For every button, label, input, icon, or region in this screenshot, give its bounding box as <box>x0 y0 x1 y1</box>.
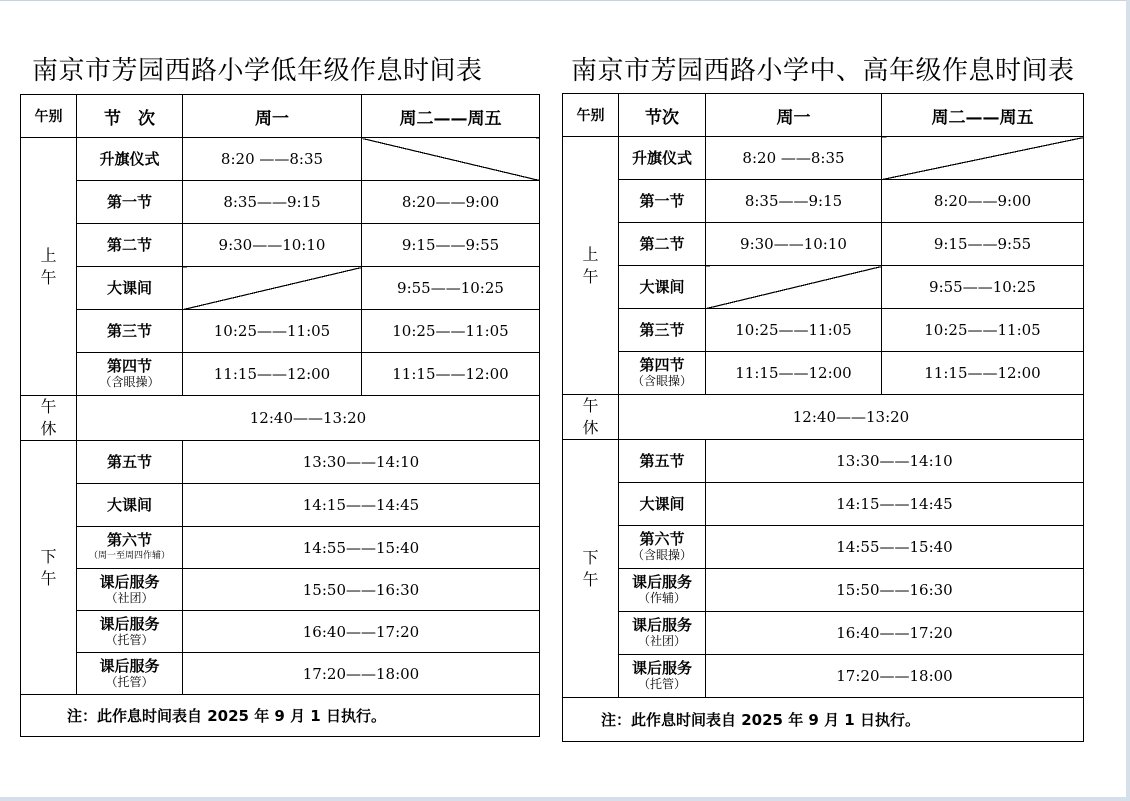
left-header-period: 午别 <box>21 95 77 138</box>
left-lesson-label: 第三节 <box>77 310 183 353</box>
left-lesson-label <box>77 527 183 569</box>
left-noon-label <box>21 396 77 441</box>
right-lesson-sub: （含眼操） <box>631 548 692 562</box>
right-pm-time: 17:20——18:00 <box>706 655 1084 698</box>
left-pm-row <box>21 569 540 611</box>
right-lesson-label <box>619 526 706 569</box>
left-title: 南京市芳园西路小学低年级作息时间表 <box>32 56 483 86</box>
left-noon-row <box>21 396 540 441</box>
left-am-row <box>21 138 540 181</box>
left-monday-time: 11:15——12:00 <box>183 353 362 396</box>
right-monday-time: 10:25——11:05 <box>706 309 882 352</box>
window-right-border <box>1126 0 1130 801</box>
right-noon-label <box>563 395 619 440</box>
left-pm-time: 15:50——16:30 <box>183 569 540 611</box>
right-monday-time: 8:20 ——8:35 <box>706 137 882 180</box>
right-morning-label <box>563 137 619 395</box>
left-note-row <box>21 695 540 737</box>
right-lesson-sub: （托管） <box>637 677 686 691</box>
left-noon-char-2: 休 <box>40 419 57 438</box>
left-pm-time: 14:55——15:40 <box>183 527 540 569</box>
right-lesson-name: 第六节 <box>639 530 685 548</box>
left-tue-fri-time: 10:25——11:05 <box>362 310 540 353</box>
right-morning-char-1: 上 <box>582 244 599 264</box>
right-tue-fri-time: 8:20——9:00 <box>882 180 1084 223</box>
right-lesson-label: 大课间 <box>619 266 706 309</box>
left-lesson-label <box>77 653 183 695</box>
right-lesson-label: 第二节 <box>619 223 706 266</box>
right-pm-time: 13:30——14:10 <box>706 440 1084 483</box>
right-pm-row <box>563 440 1084 483</box>
right-monday-empty-diagonal <box>706 266 882 309</box>
right-lesson-label: 大课间 <box>619 483 706 526</box>
right-lesson-label <box>619 569 706 612</box>
left-lesson-label <box>77 611 183 653</box>
left-am-row <box>21 353 540 396</box>
left-tue-fri-time: 9:55——10:25 <box>362 267 540 310</box>
right-lesson-label: 第一节 <box>619 180 706 223</box>
right-pm-time: 14:15——14:45 <box>706 483 1084 526</box>
left-header-lesson: 节 次 <box>77 95 183 138</box>
right-monday-time: 8:35——9:15 <box>706 180 882 223</box>
right-tue-fri-time: 9:55——10:25 <box>882 266 1084 309</box>
right-lesson-label <box>619 352 706 395</box>
right-monday-time: 11:15——12:00 <box>706 352 882 395</box>
right-lesson-label <box>619 612 706 655</box>
left-am-row <box>21 224 540 267</box>
right-lesson-label <box>619 655 706 698</box>
right-pm-time: 16:40——17:20 <box>706 612 1084 655</box>
left-header-row <box>21 95 540 138</box>
left-monday-empty-diagonal <box>183 267 362 310</box>
right-header-period: 午别 <box>563 94 619 137</box>
left-lesson-name: 课后服务 <box>99 572 160 591</box>
right-noon-row <box>563 395 1084 440</box>
left-header-monday: 周一 <box>183 95 362 138</box>
left-tue-fri-time: 9:15——9:55 <box>362 224 540 267</box>
left-monday-time: 10:25——11:05 <box>183 310 362 353</box>
window-bottom-border <box>0 797 1130 801</box>
right-morning-char-2: 午 <box>582 266 599 286</box>
right-tue-fri-time: 10:25——11:05 <box>882 309 1084 352</box>
left-morning-char-1: 上 <box>40 245 57 265</box>
left-monday-time: 8:20 ——8:35 <box>183 138 362 181</box>
right-note-row <box>563 698 1084 742</box>
left-lesson-label: 大课间 <box>77 267 183 310</box>
left-tue-fri-empty-diagonal <box>362 138 540 181</box>
left-lesson-label: 大课间 <box>77 484 183 527</box>
left-am-row <box>21 181 540 224</box>
left-am-row <box>21 267 540 310</box>
window-top-border <box>0 0 1130 1</box>
right-lesson-name: 课后服务 <box>631 573 692 591</box>
left-lesson-label: 第一节 <box>77 181 183 224</box>
right-am-row <box>563 309 1084 352</box>
left-lesson-name: 课后服务 <box>99 656 160 675</box>
right-pm-row <box>563 612 1084 655</box>
right-monday-time: 9:30——10:10 <box>706 223 882 266</box>
left-pm-row <box>21 653 540 695</box>
right-lesson-label: 升旗仪式 <box>619 137 706 180</box>
right-note: 注：此作息时间表自 2025 年 9 月 1 日执行。 <box>563 698 1084 742</box>
left-monday-time: 9:30——10:10 <box>183 224 362 267</box>
left-afternoon-label <box>21 441 77 695</box>
left-pm-time: 13:30——14:10 <box>183 441 540 484</box>
right-lesson-sub: （社团） <box>637 634 686 648</box>
left-noon-char-1: 午 <box>40 397 57 416</box>
left-lesson-label: 第五节 <box>77 441 183 484</box>
left-lesson-label: 第二节 <box>77 224 183 267</box>
right-am-row <box>563 352 1084 395</box>
right-am-row <box>563 266 1084 309</box>
right-header-tue-fri: 周二——周五 <box>882 94 1084 137</box>
left-pm-time: 17:20——18:00 <box>183 653 540 695</box>
right-pm-row <box>563 526 1084 569</box>
right-lesson-label: 第三节 <box>619 309 706 352</box>
right-tue-fri-empty-diagonal <box>882 137 1084 180</box>
left-pm-time: 16:40——17:20 <box>183 611 540 653</box>
right-lesson-name: 课后服务 <box>631 659 692 677</box>
left-lesson-label <box>77 353 183 396</box>
right-pm-time: 15:50——16:30 <box>706 569 1084 612</box>
left-lesson-label <box>77 569 183 611</box>
left-tue-fri-time: 8:20——9:00 <box>362 181 540 224</box>
right-afternoon-label <box>563 440 619 698</box>
right-header-monday: 周一 <box>706 94 882 137</box>
right-pm-row <box>563 483 1084 526</box>
left-lesson-sub: （托管） <box>105 632 154 647</box>
left-afternoon-char-1: 下 <box>40 546 57 566</box>
right-noon-char-1: 午 <box>582 396 599 415</box>
right-tue-fri-time: 11:15——12:00 <box>882 352 1084 395</box>
right-pm-row <box>563 569 1084 612</box>
right-header-row <box>563 94 1084 137</box>
left-pm-row <box>21 611 540 653</box>
right-lesson-name: 第四节 <box>639 356 685 374</box>
left-lesson-sub: （社团） <box>105 590 154 605</box>
right-tue-fri-time: 9:15——9:55 <box>882 223 1084 266</box>
right-header-lesson: 节次 <box>619 94 706 137</box>
left-pm-row <box>21 441 540 484</box>
right-am-row <box>563 223 1084 266</box>
right-afternoon-char-2: 午 <box>582 569 599 589</box>
left-lesson-sub: （托管） <box>105 674 154 689</box>
right-lesson-sub: （含眼操） <box>631 374 692 388</box>
right-lesson-name: 课后服务 <box>631 616 692 634</box>
left-timetable <box>20 94 540 737</box>
left-lesson-name: 第六节 <box>106 530 152 549</box>
right-pm-time: 14:55——15:40 <box>706 526 1084 569</box>
right-afternoon-char-1: 下 <box>582 547 599 567</box>
left-tue-fri-time: 11:15——12:00 <box>362 353 540 396</box>
right-lesson-label: 第五节 <box>619 440 706 483</box>
left-am-row <box>21 310 540 353</box>
left-noon-time: 12:40——13:20 <box>77 396 540 441</box>
left-note: 注：此作息时间表自 2025 年 9 月 1 日执行。 <box>21 695 540 737</box>
left-lesson-sub: （含眼操） <box>99 375 160 389</box>
right-am-row <box>563 180 1084 223</box>
left-morning-char-2: 午 <box>40 267 57 287</box>
left-lesson-label: 升旗仪式 <box>77 138 183 181</box>
left-morning-label <box>21 138 77 396</box>
right-am-row <box>563 137 1084 180</box>
right-title: 南京市芳园西路小学中、高年级作息时间表 <box>571 56 1075 86</box>
left-lesson-name: 课后服务 <box>99 614 160 633</box>
left-afternoon-char-2: 午 <box>40 568 57 588</box>
left-lesson-sub: （周一至周四作辅） <box>88 550 170 561</box>
right-lesson-sub: （作辅） <box>637 591 686 605</box>
left-pm-time: 14:15——14:45 <box>183 484 540 527</box>
left-pm-row <box>21 484 540 527</box>
left-pm-row <box>21 527 540 569</box>
left-lesson-name: 第四节 <box>106 357 152 375</box>
left-header-tue-fri: 周二——周五 <box>362 95 540 138</box>
right-noon-time: 12:40——13:20 <box>619 395 1084 440</box>
right-pm-row <box>563 655 1084 698</box>
right-noon-char-2: 休 <box>582 418 599 437</box>
right-timetable <box>562 93 1084 742</box>
left-monday-time: 8:35——9:15 <box>183 181 362 224</box>
